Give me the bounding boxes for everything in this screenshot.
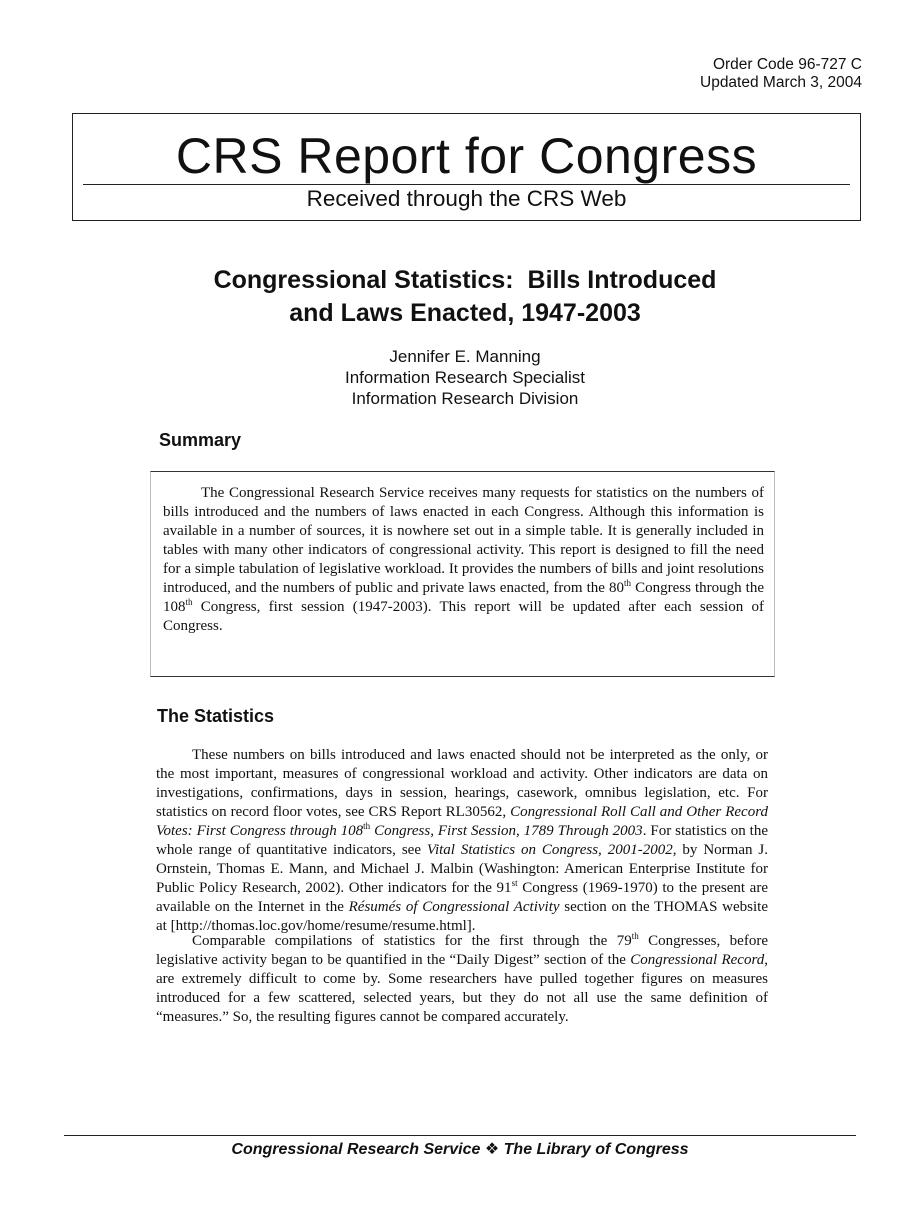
title-line-2: and Laws Enacted, 1947-2003 bbox=[289, 299, 641, 327]
statistics-paragraph-1: These numbers on bills introduced and laws enacted should not be interpreted as the only, or the most important, measures of congressional workload and activity. Other indicators are data on investigations, confirmations, days in session, hearings, casework, omnibus legislation, etc. For statistics on record floor votes, see CRS Report RL30562, Congressional Roll Call and Other Record Votes: First Congress through 108th Congress, First Session, 1789 Through 2003. For statistics on the whole range of quantitative indicators, see Vital Statistics on Congress, 2001-2002, by Norman J. Ornstein, Thomas E. Mann, and Michael J. Malbin (Washington: American Enterprise Institute for Public Policy Research, 2002). Other indicators for the 91st Congress (1969-1970) to the present are available on the Internet in the Résumés of Congressional Activity section on the THOMAS website at [http://thomas.loc.gov/home/resume/resume.html]. bbox=[156, 747, 769, 934]
updated-date: Updated March 3, 2004 bbox=[700, 74, 862, 91]
order-code-block bbox=[700, 56, 862, 92]
document-title bbox=[120, 264, 810, 330]
footer-divider bbox=[64, 1135, 856, 1136]
footer-text: Congressional Research Service ❖ The Library of Congress bbox=[231, 1141, 689, 1158]
summary-box bbox=[150, 471, 775, 677]
author-division: Information Research Division bbox=[351, 389, 579, 408]
author-block bbox=[200, 346, 730, 409]
masthead-subtitle: Received through the CRS Web bbox=[306, 186, 627, 211]
author-name: Jennifer E. Manning bbox=[389, 347, 541, 366]
masthead-title: CRS Report for Congress bbox=[175, 128, 758, 184]
statistics-heading: The Statistics bbox=[157, 706, 275, 726]
summary-text: The Congressional Research Service receives many requests for statistics on the numbers of bills introduced and the numbers of laws enacted in each Congress. Although this information is available in a number of sources, it is nowhere set out in a simple table. It is generally included in tables with many other indicators of congressional activity. This report is designed to fill the need for a simple tabulation of legislative workload. It provides the numbers of bills and joint resolutions introduced, and the numbers of public and private laws enacted, from the 80th Congress through the 108th Congress, first session (1947-2003). This report will be updated after each session of Congress. bbox=[163, 485, 764, 634]
order-code: Order Code 96-727 C bbox=[712, 56, 862, 73]
author-title: Information Research Specialist bbox=[344, 368, 585, 387]
summary-heading: Summary bbox=[159, 430, 242, 450]
masthead bbox=[72, 113, 861, 221]
title-line-1: Congressional Statistics: Bills Introduced bbox=[213, 266, 717, 294]
statistics-paragraph-2: Comparable compilations of statistics for the first through the 79th Congresses, before legislative activity began to be quantified in the “Daily Digest” section of the Congressional Record, are extremely difficult to come by. Some researchers have pulled together figures on measures introduced for a few scattered, selected years, but they do not all use the same definition of “measures.” So, the resulting figures cannot be compared accurately. bbox=[156, 931, 768, 1025]
masthead-divider bbox=[83, 184, 850, 185]
